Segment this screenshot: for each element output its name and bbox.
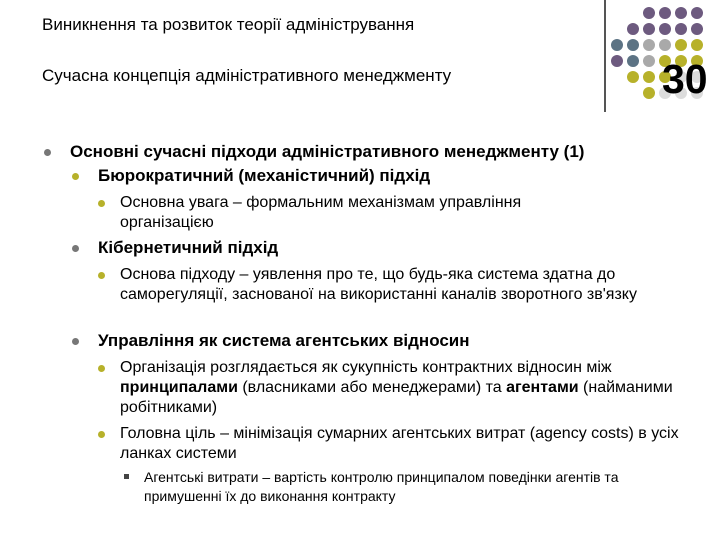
approach-point — [98, 193, 618, 233]
decorative-dot — [611, 23, 623, 35]
term-principals: принципалами — [120, 379, 238, 396]
bullet-icon — [98, 200, 105, 207]
decorative-dot — [643, 55, 655, 67]
decorative-dot — [611, 39, 623, 51]
decorative-dot — [675, 23, 687, 35]
decorative-dot — [627, 7, 639, 19]
slide-subtitle: Сучасна концепція адміністративного менеджменту — [42, 66, 452, 85]
decorative-dot — [659, 39, 671, 51]
decorative-dot — [659, 7, 671, 19]
bullet-icon — [72, 173, 79, 180]
term-agents: агентами — [506, 379, 579, 396]
decorative-dot — [627, 39, 639, 51]
decorative-dot — [691, 39, 703, 51]
bullet-icon — [98, 365, 105, 372]
approach-title: Управління як система агентських відносин — [98, 331, 470, 350]
bullet-icon — [72, 245, 79, 252]
decorative-dot — [643, 23, 655, 35]
approach-item-cybernetic — [72, 238, 692, 258]
decorative-dot — [611, 87, 623, 99]
approach-item-agency — [72, 331, 692, 351]
decorative-dot — [611, 7, 623, 19]
decorative-dot — [643, 39, 655, 51]
decorative-dot — [627, 71, 639, 83]
agency-costs-subpoint — [124, 468, 684, 506]
main-bullet — [44, 142, 694, 162]
approach-item-bureaucratic — [72, 166, 692, 186]
decorative-dot — [643, 87, 655, 99]
approach-point — [98, 424, 688, 464]
approach-point-text: Основна увага – формальним механізмам управління організацією — [120, 194, 522, 231]
decorative-dot — [691, 7, 703, 19]
subpoint-text: Агентські витрати – вартість контролю принципалом поведінки агентів та примушенні їх до виконання контракту — [144, 469, 619, 504]
approach-title: Бюрократичний (механістичний) підхід — [98, 166, 431, 185]
decorative-dot — [659, 23, 671, 35]
decorative-dot — [691, 23, 703, 35]
approach-point-text: Організація розглядається як сукупність контрактних відносин між принципалами (власниками або менеджерами) та агентами (найманими робітниками) — [120, 359, 673, 416]
bullet-icon — [44, 149, 51, 156]
square-bullet-icon — [124, 474, 129, 479]
bullet-icon — [72, 338, 79, 345]
bullet-icon — [98, 431, 105, 438]
decorative-dot — [627, 87, 639, 99]
decorative-dot — [643, 7, 655, 19]
bullet-icon — [98, 272, 105, 279]
decorative-dot — [675, 39, 687, 51]
decorative-dot — [643, 71, 655, 83]
approach-point-text: Основа підходу – уявлення про те, що будь-яка система здатна до саморегуляції, заснованої на використанні каналів зворотного зв'язку — [120, 266, 637, 303]
approach-point — [98, 265, 658, 305]
approach-title: Кібернетичний підхід — [98, 238, 279, 257]
header-divider — [604, 0, 606, 112]
decorative-dot — [627, 55, 639, 67]
decorative-dot — [611, 55, 623, 67]
slide-title: Виникнення та розвиток теорії адміністрування — [42, 15, 415, 34]
decorative-dot — [675, 7, 687, 19]
approach-point-text: Головна ціль – мінімізація сумарних агентських витрат (agency costs) в усіх ланках системи — [120, 425, 679, 462]
slide-number: 30 — [662, 56, 708, 102]
decorative-dot — [611, 71, 623, 83]
main-heading: Основні сучасні підходи адміністративного менеджменту (1) — [70, 142, 585, 161]
approach-point — [98, 358, 678, 418]
decorative-dot — [627, 23, 639, 35]
